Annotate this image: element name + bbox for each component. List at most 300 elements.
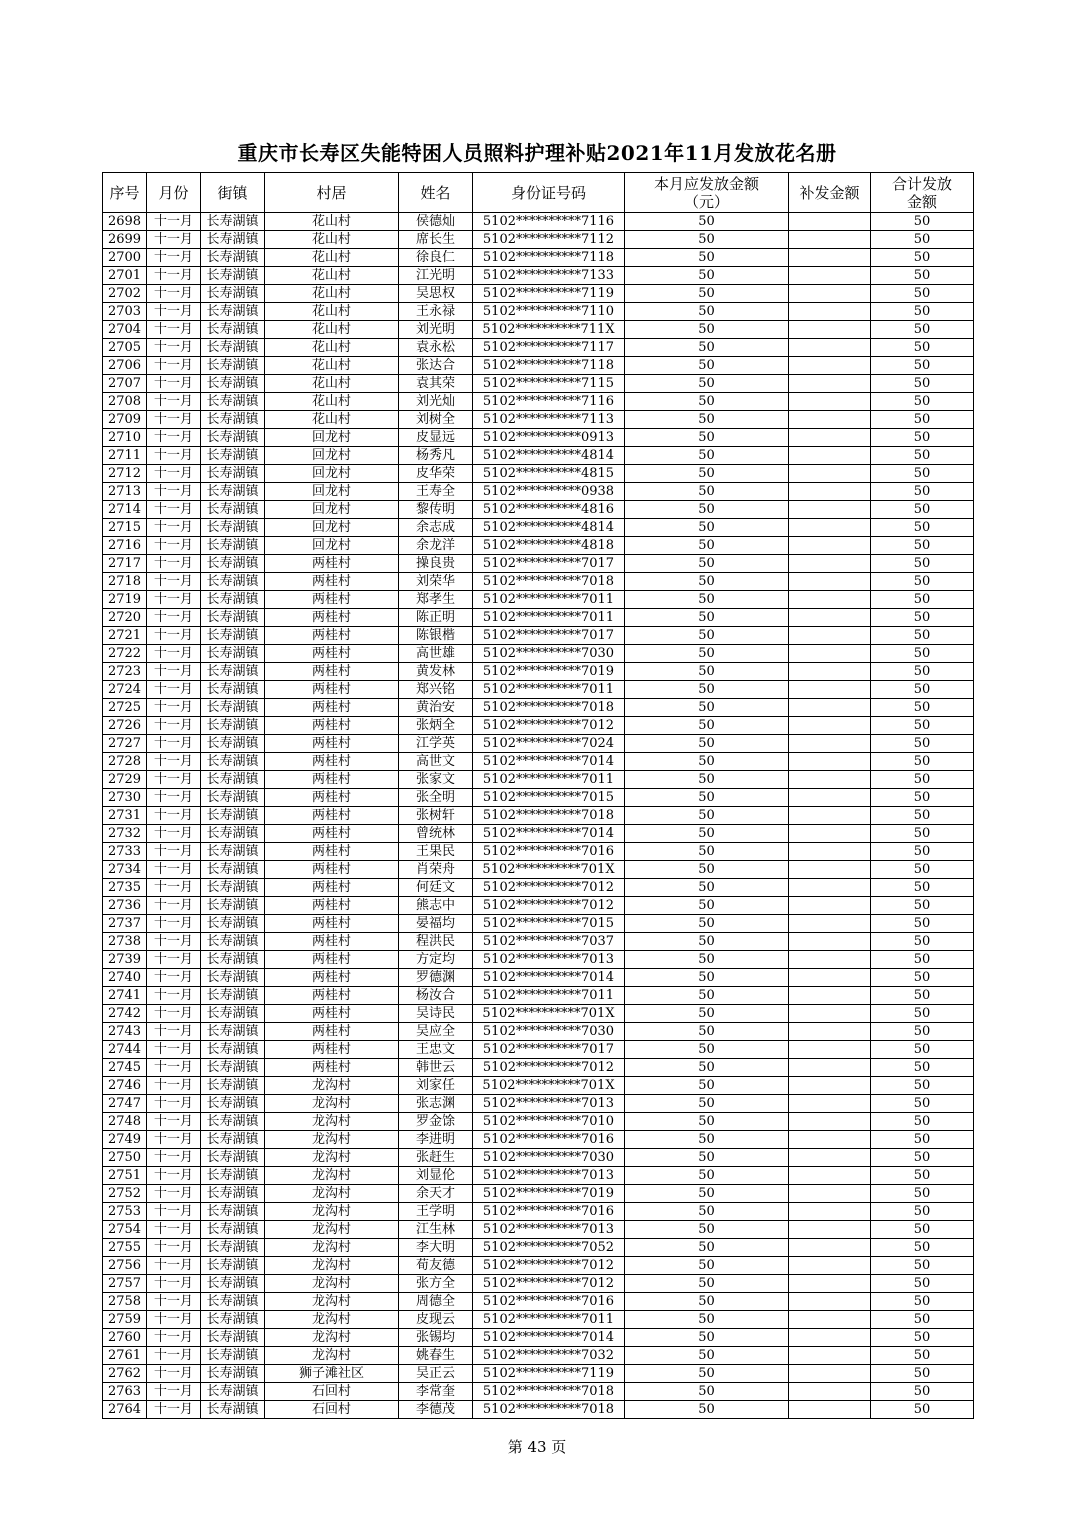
cell-monthly-amount: 50 <box>625 663 789 681</box>
cell-backpay <box>789 285 871 303</box>
header-name: 姓名 <box>399 173 473 213</box>
table-row <box>103 843 974 861</box>
cell-index: 2764 <box>103 1401 147 1419</box>
cell-village: 花山村 <box>265 393 399 411</box>
cell-town: 长寿湖镇 <box>201 735 265 753</box>
cell-id-number: 5102**********7015 <box>473 789 625 807</box>
cell-village: 花山村 <box>265 357 399 375</box>
cell-backpay <box>789 1221 871 1239</box>
cell-backpay <box>789 1077 871 1095</box>
cell-index: 2721 <box>103 627 147 645</box>
cell-village: 回龙村 <box>265 447 399 465</box>
cell-month: 十一月 <box>147 447 201 465</box>
cell-month: 十一月 <box>147 807 201 825</box>
table-row <box>103 645 974 663</box>
cell-village: 两桂村 <box>265 915 399 933</box>
cell-backpay <box>789 447 871 465</box>
cell-name: 皮显远 <box>399 429 473 447</box>
cell-month: 十一月 <box>147 879 201 897</box>
cell-backpay <box>789 1185 871 1203</box>
cell-total: 50 <box>871 1185 974 1203</box>
cell-village: 两桂村 <box>265 663 399 681</box>
cell-town: 长寿湖镇 <box>201 1149 265 1167</box>
cell-name: 方定均 <box>399 951 473 969</box>
cell-town: 长寿湖镇 <box>201 1329 265 1347</box>
cell-monthly-amount: 50 <box>625 861 789 879</box>
cell-backpay <box>789 915 871 933</box>
cell-village: 两桂村 <box>265 681 399 699</box>
cell-monthly-amount: 50 <box>625 1275 789 1293</box>
cell-monthly-amount: 50 <box>625 1167 789 1185</box>
cell-backpay <box>789 699 871 717</box>
cell-town: 长寿湖镇 <box>201 555 265 573</box>
cell-total: 50 <box>871 1167 974 1185</box>
cell-backpay <box>789 357 871 375</box>
cell-name: 张达合 <box>399 357 473 375</box>
cell-index: 2715 <box>103 519 147 537</box>
cell-village: 龙沟村 <box>265 1239 399 1257</box>
cell-name: 操良贵 <box>399 555 473 573</box>
cell-total: 50 <box>871 1221 974 1239</box>
table-row <box>103 627 974 645</box>
cell-town: 长寿湖镇 <box>201 357 265 375</box>
cell-id-number: 5102**********7032 <box>473 1347 625 1365</box>
cell-monthly-amount: 50 <box>625 411 789 429</box>
cell-month: 十一月 <box>147 663 201 681</box>
cell-town: 长寿湖镇 <box>201 699 265 717</box>
cell-id-number: 5102**********7012 <box>473 1059 625 1077</box>
cell-town: 长寿湖镇 <box>201 987 265 1005</box>
cell-id-number: 5102**********7017 <box>473 627 625 645</box>
cell-village: 两桂村 <box>265 573 399 591</box>
cell-index: 2719 <box>103 591 147 609</box>
cell-village: 龙沟村 <box>265 1095 399 1113</box>
cell-name: 吴应全 <box>399 1023 473 1041</box>
header-total <box>871 173 974 213</box>
cell-total: 50 <box>871 1095 974 1113</box>
cell-id-number: 5102**********7018 <box>473 1383 625 1401</box>
cell-index: 2726 <box>103 717 147 735</box>
cell-id-number: 5102**********7119 <box>473 1365 625 1383</box>
cell-backpay <box>789 1131 871 1149</box>
table-row <box>103 357 974 375</box>
cell-id-number: 5102**********7011 <box>473 1311 625 1329</box>
cell-index: 2730 <box>103 789 147 807</box>
cell-monthly-amount: 50 <box>625 1059 789 1077</box>
cell-backpay <box>789 969 871 987</box>
cell-total: 50 <box>871 573 974 591</box>
cell-index: 2760 <box>103 1329 147 1347</box>
cell-month: 十一月 <box>147 285 201 303</box>
cell-backpay <box>789 519 871 537</box>
cell-name: 余志成 <box>399 519 473 537</box>
cell-total: 50 <box>871 537 974 555</box>
cell-total: 50 <box>871 1149 974 1167</box>
table-row <box>103 969 974 987</box>
cell-month: 十一月 <box>147 249 201 267</box>
cell-monthly-amount: 50 <box>625 717 789 735</box>
cell-village: 两桂村 <box>265 645 399 663</box>
cell-total: 50 <box>871 249 974 267</box>
cell-id-number: 5102**********711X <box>473 321 625 339</box>
cell-id-number: 5102**********7011 <box>473 609 625 627</box>
table-row <box>103 825 974 843</box>
cell-name: 肖荣舟 <box>399 861 473 879</box>
cell-monthly-amount: 50 <box>625 843 789 861</box>
cell-backpay <box>789 627 871 645</box>
cell-village: 两桂村 <box>265 699 399 717</box>
cell-index: 2712 <box>103 465 147 483</box>
cell-monthly-amount: 50 <box>625 1095 789 1113</box>
cell-month: 十一月 <box>147 987 201 1005</box>
table-row <box>103 1383 974 1401</box>
cell-village: 花山村 <box>265 285 399 303</box>
cell-month: 十一月 <box>147 969 201 987</box>
cell-backpay <box>789 465 871 483</box>
cell-index: 2763 <box>103 1383 147 1401</box>
cell-village: 两桂村 <box>265 717 399 735</box>
table-row <box>103 807 974 825</box>
cell-index: 2759 <box>103 1311 147 1329</box>
cell-id-number: 5102**********7117 <box>473 339 625 357</box>
cell-total: 50 <box>871 681 974 699</box>
cell-month: 十一月 <box>147 393 201 411</box>
cell-village: 两桂村 <box>265 591 399 609</box>
cell-total: 50 <box>871 717 974 735</box>
header-index: 序号 <box>103 173 147 213</box>
cell-village: 花山村 <box>265 375 399 393</box>
cell-town: 长寿湖镇 <box>201 537 265 555</box>
cell-name: 王果民 <box>399 843 473 861</box>
table-row <box>103 573 974 591</box>
cell-month: 十一月 <box>147 321 201 339</box>
cell-backpay <box>789 1059 871 1077</box>
cell-village: 两桂村 <box>265 843 399 861</box>
cell-month: 十一月 <box>147 1239 201 1257</box>
cell-id-number: 5102**********7018 <box>473 807 625 825</box>
cell-total: 50 <box>871 303 974 321</box>
cell-monthly-amount: 50 <box>625 1383 789 1401</box>
cell-monthly-amount: 50 <box>625 1113 789 1131</box>
cell-backpay <box>789 1239 871 1257</box>
cell-town: 长寿湖镇 <box>201 1005 265 1023</box>
cell-id-number: 5102**********4815 <box>473 465 625 483</box>
cell-backpay <box>789 213 871 231</box>
cell-name: 刘树全 <box>399 411 473 429</box>
cell-id-number: 5102**********7019 <box>473 1185 625 1203</box>
cell-town: 长寿湖镇 <box>201 1275 265 1293</box>
cell-name: 王忠文 <box>399 1041 473 1059</box>
cell-month: 十一月 <box>147 1293 201 1311</box>
cell-town: 长寿湖镇 <box>201 1095 265 1113</box>
cell-name: 江光明 <box>399 267 473 285</box>
cell-total: 50 <box>871 429 974 447</box>
cell-name: 李大明 <box>399 1239 473 1257</box>
cell-town: 长寿湖镇 <box>201 1383 265 1401</box>
cell-month: 十一月 <box>147 1401 201 1419</box>
header-backpay: 补发金额 <box>789 173 871 213</box>
cell-backpay <box>789 735 871 753</box>
cell-month: 十一月 <box>147 1275 201 1293</box>
cell-name: 陈正明 <box>399 609 473 627</box>
cell-village: 花山村 <box>265 249 399 267</box>
cell-month: 十一月 <box>147 519 201 537</box>
cell-monthly-amount: 50 <box>625 483 789 501</box>
cell-monthly-amount: 50 <box>625 1185 789 1203</box>
cell-backpay <box>789 825 871 843</box>
cell-backpay <box>789 1347 871 1365</box>
cell-index: 2742 <box>103 1005 147 1023</box>
cell-name: 何廷文 <box>399 879 473 897</box>
cell-village: 花山村 <box>265 411 399 429</box>
cell-id-number: 5102**********7012 <box>473 717 625 735</box>
cell-village: 花山村 <box>265 303 399 321</box>
cell-month: 十一月 <box>147 861 201 879</box>
cell-name: 黄治安 <box>399 699 473 717</box>
table-row <box>103 519 974 537</box>
table-row <box>103 1365 974 1383</box>
cell-index: 2723 <box>103 663 147 681</box>
table-row <box>103 1185 974 1203</box>
cell-index: 2714 <box>103 501 147 519</box>
table-row <box>103 1167 974 1185</box>
cell-total: 50 <box>871 825 974 843</box>
cell-name: 袁其荣 <box>399 375 473 393</box>
cell-index: 2738 <box>103 933 147 951</box>
cell-name: 张全明 <box>399 789 473 807</box>
cell-monthly-amount: 50 <box>625 735 789 753</box>
cell-month: 十一月 <box>147 339 201 357</box>
cell-id-number: 5102**********7014 <box>473 1329 625 1347</box>
cell-id-number: 5102**********7016 <box>473 843 625 861</box>
cell-town: 长寿湖镇 <box>201 645 265 663</box>
cell-id-number: 5102**********7016 <box>473 1131 625 1149</box>
cell-village: 两桂村 <box>265 807 399 825</box>
cell-month: 十一月 <box>147 645 201 663</box>
cell-name: 罗金馀 <box>399 1113 473 1131</box>
cell-name: 荀友德 <box>399 1257 473 1275</box>
cell-total: 50 <box>871 1329 974 1347</box>
cell-town: 长寿湖镇 <box>201 321 265 339</box>
cell-name: 高世雄 <box>399 645 473 663</box>
cell-village: 龙沟村 <box>265 1275 399 1293</box>
cell-index: 2704 <box>103 321 147 339</box>
cell-month: 十一月 <box>147 681 201 699</box>
cell-village: 龙沟村 <box>265 1167 399 1185</box>
cell-month: 十一月 <box>147 915 201 933</box>
cell-village: 两桂村 <box>265 825 399 843</box>
cell-total: 50 <box>871 1293 974 1311</box>
cell-monthly-amount: 50 <box>625 969 789 987</box>
cell-id-number: 5102**********7037 <box>473 933 625 951</box>
cell-village: 两桂村 <box>265 753 399 771</box>
table-row <box>103 1095 974 1113</box>
table-row <box>103 933 974 951</box>
cell-name: 江生林 <box>399 1221 473 1239</box>
cell-village: 花山村 <box>265 213 399 231</box>
cell-total: 50 <box>871 789 974 807</box>
cell-village: 龙沟村 <box>265 1221 399 1239</box>
cell-monthly-amount: 50 <box>625 1401 789 1419</box>
cell-month: 十一月 <box>147 1383 201 1401</box>
cell-monthly-amount: 50 <box>625 1293 789 1311</box>
cell-backpay <box>789 249 871 267</box>
cell-monthly-amount: 50 <box>625 393 789 411</box>
cell-name: 程洪民 <box>399 933 473 951</box>
cell-month: 十一月 <box>147 483 201 501</box>
page-title: 重庆市长寿区失能特困人员照料护理补贴2021年11月发放花名册 <box>237 141 837 165</box>
cell-backpay <box>789 1401 871 1419</box>
cell-index: 2745 <box>103 1059 147 1077</box>
cell-town: 长寿湖镇 <box>201 1167 265 1185</box>
cell-id-number: 5102**********701X <box>473 1005 625 1023</box>
cell-monthly-amount: 50 <box>625 987 789 1005</box>
roster-body <box>103 213 974 1419</box>
cell-month: 十一月 <box>147 537 201 555</box>
cell-backpay <box>789 807 871 825</box>
cell-id-number: 5102**********7016 <box>473 1293 625 1311</box>
cell-village: 花山村 <box>265 321 399 339</box>
cell-index: 2717 <box>103 555 147 573</box>
cell-monthly-amount: 50 <box>625 609 789 627</box>
cell-backpay <box>789 717 871 735</box>
table-row <box>103 1131 974 1149</box>
cell-total: 50 <box>871 987 974 1005</box>
cell-id-number: 5102**********7012 <box>473 879 625 897</box>
cell-town: 长寿湖镇 <box>201 1293 265 1311</box>
cell-id-number: 5102**********7118 <box>473 249 625 267</box>
table-row <box>103 483 974 501</box>
cell-town: 长寿湖镇 <box>201 789 265 807</box>
cell-name: 席长生 <box>399 231 473 249</box>
cell-id-number: 5102**********0913 <box>473 429 625 447</box>
cell-index: 2754 <box>103 1221 147 1239</box>
table-row <box>103 987 974 1005</box>
cell-town: 长寿湖镇 <box>201 771 265 789</box>
cell-month: 十一月 <box>147 771 201 789</box>
cell-index: 2709 <box>103 411 147 429</box>
cell-id-number: 5102**********7013 <box>473 1167 625 1185</box>
cell-village: 龙沟村 <box>265 1185 399 1203</box>
cell-month: 十一月 <box>147 627 201 645</box>
cell-monthly-amount: 50 <box>625 789 789 807</box>
roster-table <box>102 172 974 1419</box>
cell-monthly-amount: 50 <box>625 681 789 699</box>
cell-month: 十一月 <box>147 429 201 447</box>
cell-town: 长寿湖镇 <box>201 1257 265 1275</box>
cell-index: 2757 <box>103 1275 147 1293</box>
cell-index: 2707 <box>103 375 147 393</box>
cell-monthly-amount: 50 <box>625 915 789 933</box>
cell-total: 50 <box>871 1077 974 1095</box>
cell-village: 花山村 <box>265 339 399 357</box>
cell-name: 黎传明 <box>399 501 473 519</box>
table-row <box>103 699 974 717</box>
cell-month: 十一月 <box>147 789 201 807</box>
cell-month: 十一月 <box>147 231 201 249</box>
header-monthly-amount <box>625 173 789 213</box>
cell-backpay <box>789 663 871 681</box>
cell-month: 十一月 <box>147 1005 201 1023</box>
cell-monthly-amount: 50 <box>625 1041 789 1059</box>
table-row <box>103 1077 974 1095</box>
cell-month: 十一月 <box>147 699 201 717</box>
table-row <box>103 897 974 915</box>
cell-index: 2701 <box>103 267 147 285</box>
cell-village: 龙沟村 <box>265 1203 399 1221</box>
cell-index: 2737 <box>103 915 147 933</box>
cell-name: 吴正云 <box>399 1365 473 1383</box>
table-row <box>103 663 974 681</box>
cell-month: 十一月 <box>147 1365 201 1383</box>
header-month: 月份 <box>147 173 201 213</box>
cell-backpay <box>789 987 871 1005</box>
cell-total: 50 <box>871 1383 974 1401</box>
cell-backpay <box>789 501 871 519</box>
cell-id-number: 5102**********7116 <box>473 393 625 411</box>
cell-town: 长寿湖镇 <box>201 663 265 681</box>
cell-id-number: 5102**********4814 <box>473 447 625 465</box>
cell-backpay <box>789 789 871 807</box>
cell-name: 张志渊 <box>399 1095 473 1113</box>
cell-village: 龙沟村 <box>265 1311 399 1329</box>
table-row <box>103 465 974 483</box>
cell-monthly-amount: 50 <box>625 249 789 267</box>
cell-total: 50 <box>871 447 974 465</box>
cell-village: 两桂村 <box>265 861 399 879</box>
cell-monthly-amount: 50 <box>625 231 789 249</box>
cell-total: 50 <box>871 843 974 861</box>
table-row <box>103 447 974 465</box>
cell-monthly-amount: 50 <box>625 501 789 519</box>
cell-town: 长寿湖镇 <box>201 1401 265 1419</box>
table-row <box>103 1149 974 1167</box>
table-row <box>103 1059 974 1077</box>
cell-name: 张家文 <box>399 771 473 789</box>
cell-index: 2752 <box>103 1185 147 1203</box>
cell-village: 两桂村 <box>265 1005 399 1023</box>
cell-name: 吴思权 <box>399 285 473 303</box>
cell-id-number: 5102**********7013 <box>473 1095 625 1113</box>
cell-name: 陈银楷 <box>399 627 473 645</box>
cell-total: 50 <box>871 1275 974 1293</box>
cell-index: 2747 <box>103 1095 147 1113</box>
cell-index: 2732 <box>103 825 147 843</box>
table-row <box>103 537 974 555</box>
cell-town: 长寿湖镇 <box>201 249 265 267</box>
cell-town: 长寿湖镇 <box>201 1059 265 1077</box>
cell-name: 王永禄 <box>399 303 473 321</box>
cell-name: 刘家任 <box>399 1077 473 1095</box>
cell-name: 徐良仁 <box>399 249 473 267</box>
cell-total: 50 <box>871 1401 974 1419</box>
cell-village: 石回村 <box>265 1401 399 1419</box>
cell-index: 2753 <box>103 1203 147 1221</box>
cell-id-number: 5102**********7012 <box>473 1257 625 1275</box>
cell-village: 两桂村 <box>265 771 399 789</box>
cell-index: 2728 <box>103 753 147 771</box>
cell-index: 2700 <box>103 249 147 267</box>
cell-name: 皮华荣 <box>399 465 473 483</box>
table-row <box>103 411 974 429</box>
cell-town: 长寿湖镇 <box>201 483 265 501</box>
table-row <box>103 915 974 933</box>
cell-index: 2735 <box>103 879 147 897</box>
cell-backpay <box>789 897 871 915</box>
cell-village: 两桂村 <box>265 789 399 807</box>
cell-total: 50 <box>871 501 974 519</box>
cell-month: 十一月 <box>147 753 201 771</box>
